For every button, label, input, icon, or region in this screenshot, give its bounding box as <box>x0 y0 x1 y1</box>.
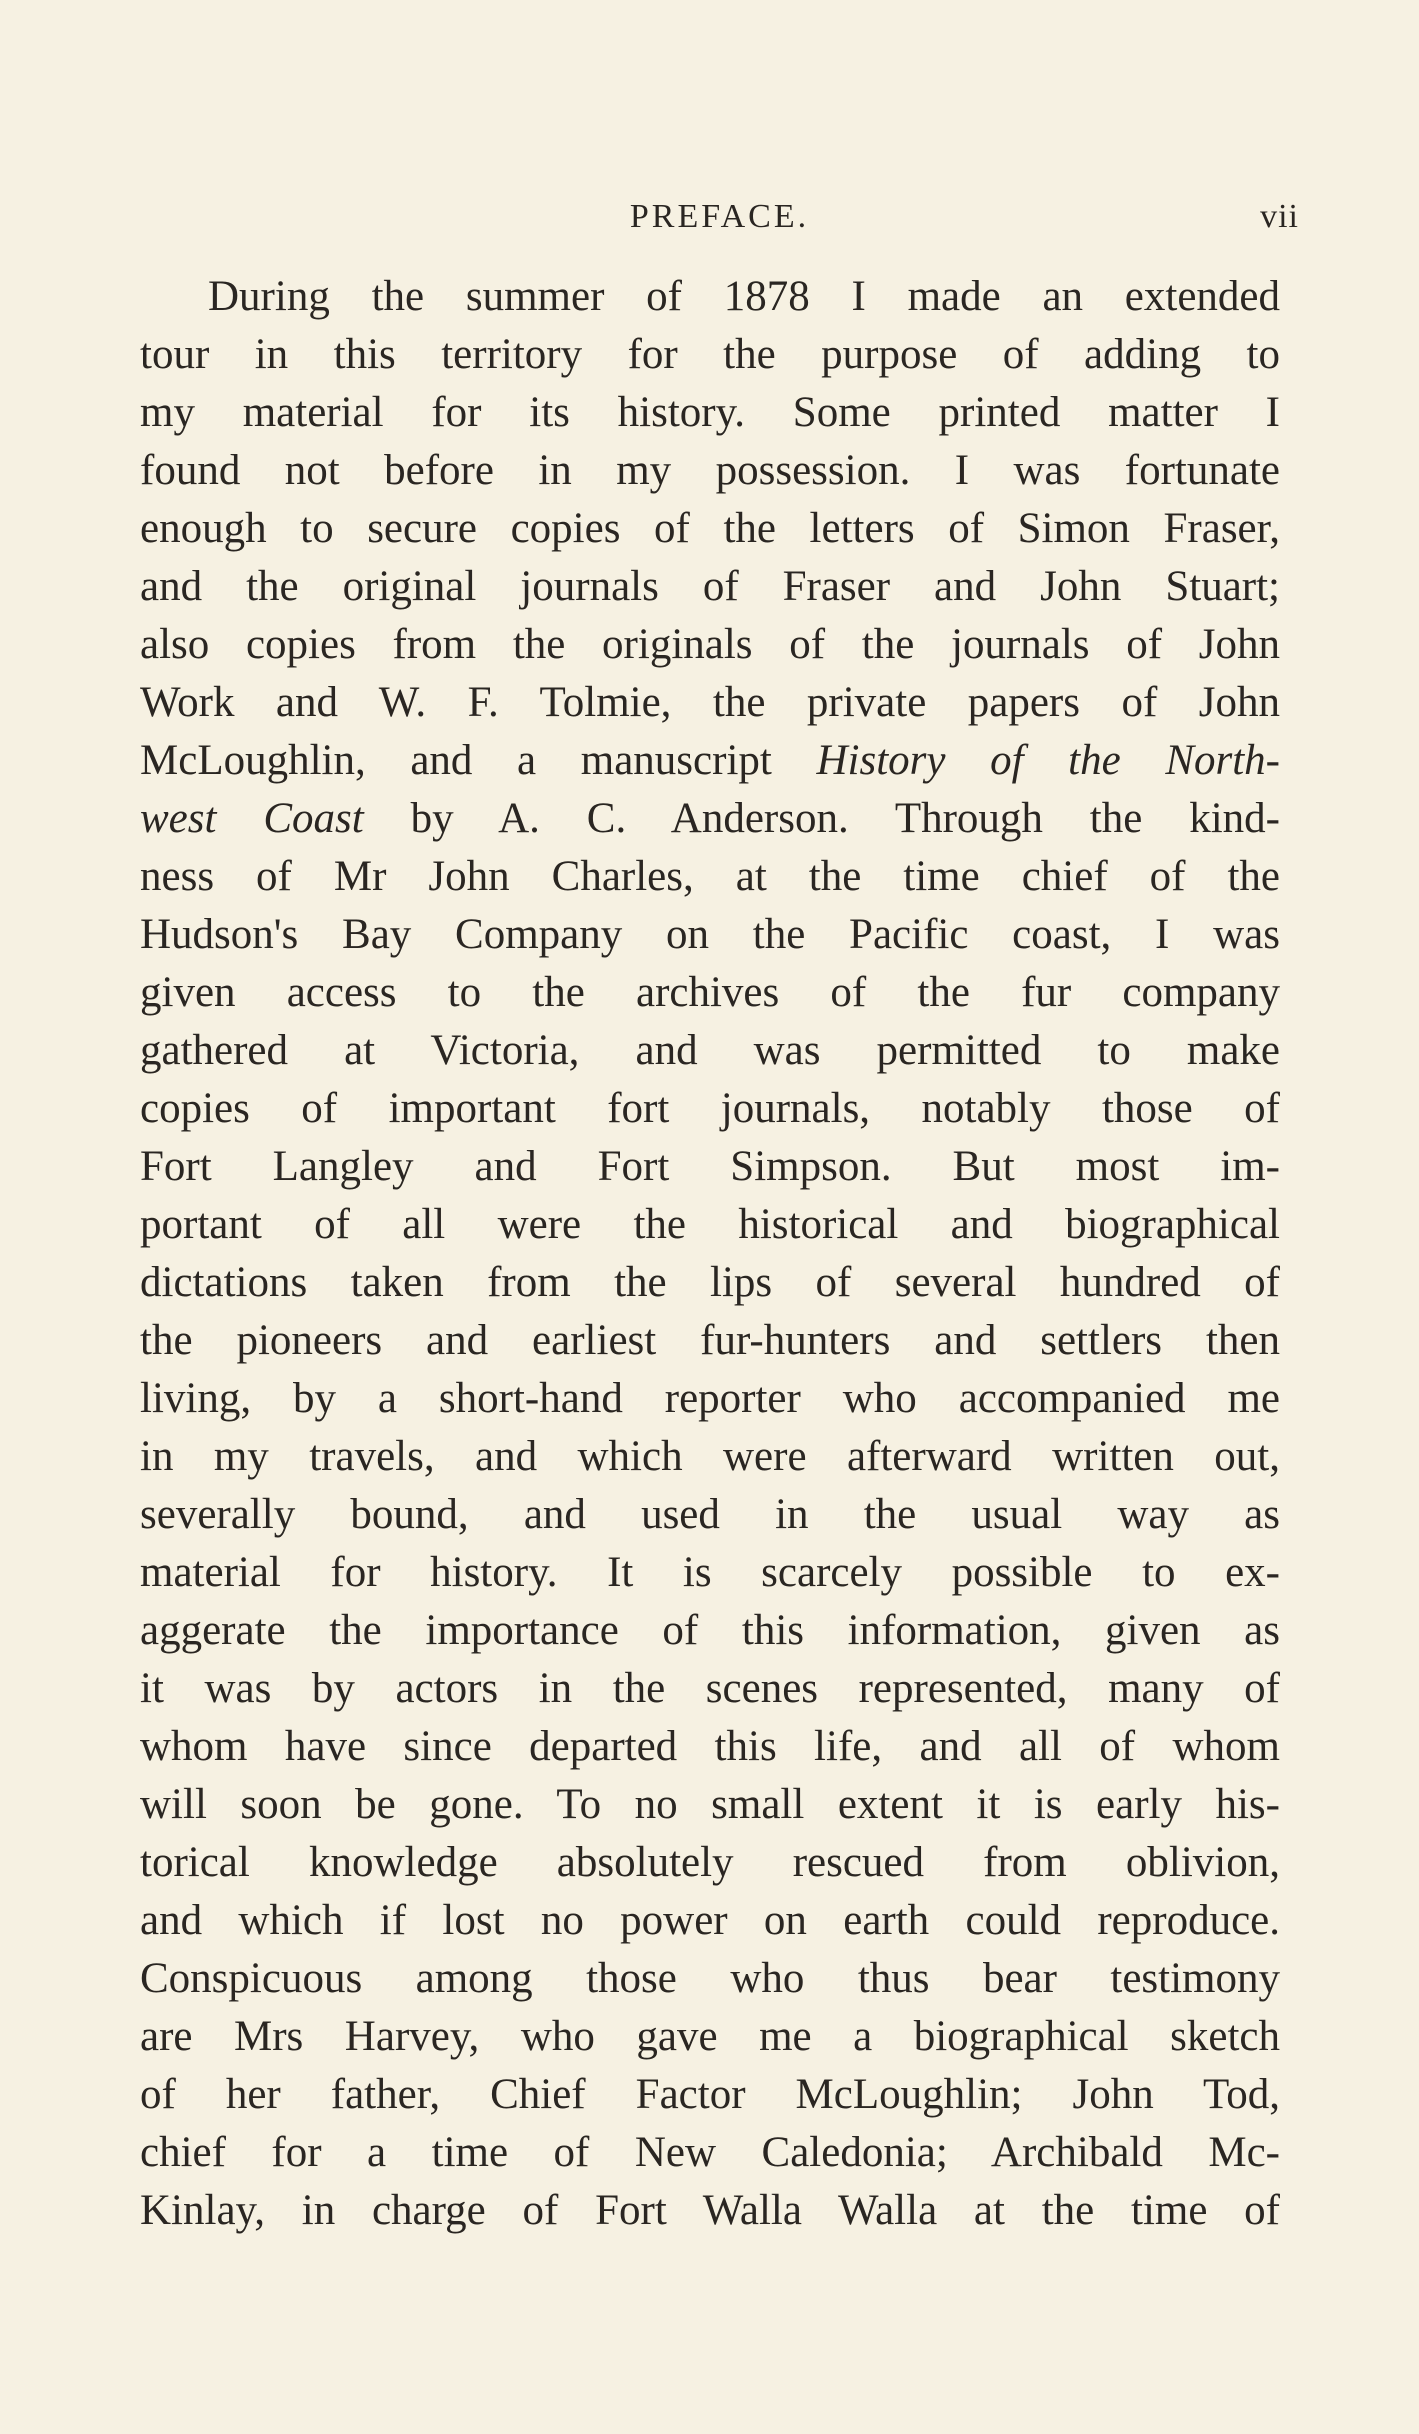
text-line: whom have since departed this life, and all of whom <box>140 1723 1280 1770</box>
text-line: dictations taken from the lips of several hundred of <box>140 1259 1280 1306</box>
text-line: torical knowledge absolutely rescued from oblivion, <box>140 1839 1280 1886</box>
text-line: also copies from the originals of the journals of John <box>140 621 1280 668</box>
text-line: will soon be gone. To no small extent it is early his- <box>140 1781 1280 1828</box>
text-line: living, by a short-hand reporter who accompanied me <box>140 1375 1280 1422</box>
text-line: of her father, Chief Factor McLoughlin; John Tod, <box>140 2071 1280 2118</box>
running-head <box>140 192 1299 242</box>
italic-title: History of the North- <box>816 737 1280 784</box>
text-line: During the summer of 1878 I made an extended <box>208 273 1280 320</box>
text-line: material for history. It is scarcely possible to ex- <box>140 1549 1280 1596</box>
text-line: west Coast by A. C. Anderson. Through the kind- <box>140 795 1280 842</box>
text-line: gathered at Victoria, and was permitted to make <box>140 1027 1280 1074</box>
text-line: tour in this territory for the purpose of adding to <box>140 331 1280 378</box>
text-line: found not before in my possession. I was fortunate <box>140 447 1280 494</box>
text-line: Hudson's Bay Company on the Pacific coast, I was <box>140 911 1280 958</box>
text-line: ness of Mr John Charles, at the time chief of the <box>140 853 1280 900</box>
text-line: enough to secure copies of the letters of Simon Fraser, <box>140 505 1280 552</box>
italic-title: west Coast <box>140 795 364 842</box>
page-number: vii <box>1260 198 1299 235</box>
text-line: the pioneers and earliest fur-hunters and settlers then <box>140 1317 1280 1364</box>
text-line: severally bound, and used in the usual way as <box>140 1491 1280 1538</box>
text-line: given access to the archives of the fur company <box>140 969 1280 1016</box>
body-text <box>140 268 1280 2240</box>
text-line: and the original journals of Fraser and John Stuart; <box>140 563 1280 610</box>
text-line: and which if lost no power on earth could reproduce. <box>140 1897 1280 1944</box>
text-line: it was by actors in the scenes represented, many of <box>140 1665 1280 1712</box>
text-line: chief for a time of New Caledonia; Archibald Mc- <box>140 2129 1280 2176</box>
text-line: in my travels, and which were afterward written out, <box>140 1433 1280 1480</box>
text-line: Fort Langley and Fort Simpson. But most im- <box>140 1143 1280 1190</box>
text-line: my material for its history. Some printed matter I <box>140 389 1280 436</box>
text-line: are Mrs Harvey, who gave me a biographical sketch <box>140 2013 1280 2060</box>
text-line: copies of important fort journals, notably those of <box>140 1085 1280 1132</box>
text-line: Kinlay, in charge of Fort Walla Walla at the time of <box>140 2187 1280 2234</box>
text-line: Work and W. F. Tolmie, the private papers of John <box>140 679 1280 726</box>
running-title: PREFACE. <box>629 198 810 235</box>
text-line: McLoughlin, and a manuscript History of the North- <box>140 737 1280 784</box>
text-line: aggerate the importance of this information, given as <box>140 1607 1280 1654</box>
text-line: portant of all were the historical and biographical <box>140 1201 1280 1248</box>
text-line: Conspicuous among those who thus bear testimony <box>140 1955 1280 2002</box>
